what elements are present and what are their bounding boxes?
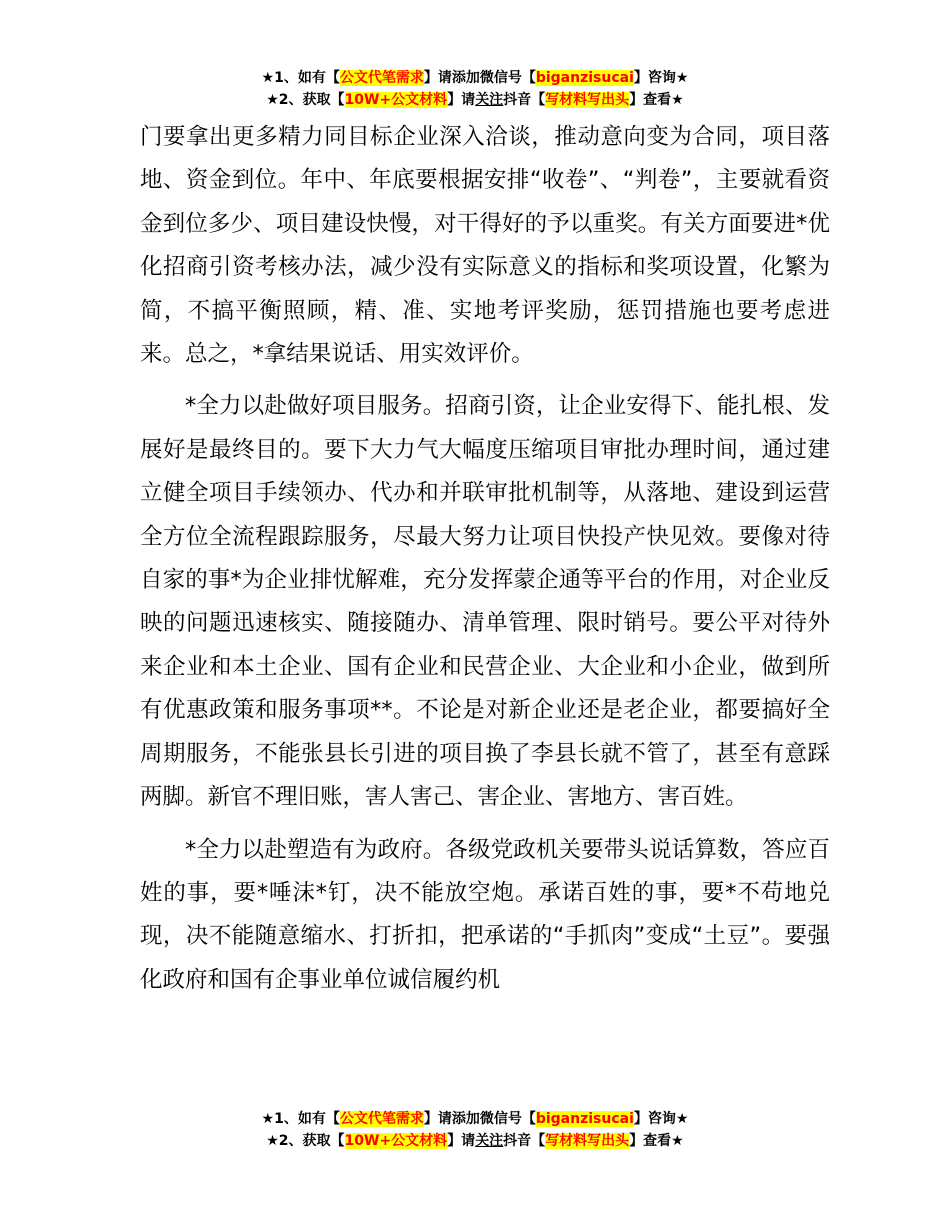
- underlined-follow-text: 关注: [475, 1133, 504, 1149]
- banner-text: 抖音【: [503, 92, 546, 108]
- banner-text: ★2、获取【: [266, 92, 345, 108]
- highlight-douyin-account: 写材料写出头: [545, 92, 630, 108]
- header-banner-line-2: [0, 89, 950, 111]
- underlined-follow-text: 关注: [475, 92, 504, 108]
- banner-text: ★1、如有【: [261, 1111, 340, 1127]
- banner-text: 】请添加微信号【: [423, 70, 536, 86]
- banner-text: 】请: [447, 1133, 476, 1149]
- banner-text: 】查看★: [629, 1133, 684, 1149]
- highlight-wechat-id: biganzisucai: [535, 70, 634, 86]
- highlight-materials-count: 10W+公文材料: [344, 1133, 448, 1149]
- banner-text: 】请添加微信号【: [423, 1111, 536, 1127]
- footer-banner-line-1: [0, 1108, 950, 1130]
- banner-text: ★2、获取【: [266, 1133, 345, 1149]
- body-paragraph-2: *全力以赴做好项目服务。招商引资，让企业安得下、能扎根、发展好是最终目的。要下大力气大幅度压缩项目审批办理时间，通过建立健全项目手续领办、代办和并联审批机制等，从落地、建设到运营全方位全流程跟踪服务，尽最大努力让项目快投产快见效。要像对待自家的事*为企业排忧解难，充分发挥蒙企通等平台的作用，对企业反映的问题迅速核实、随接随办、清单管理、限时销号。要公平对待外来企业和本土企业、国有企业和民营企业、大企业和小企业，做到所有优惠政策和服务事项**。不论是对新企业还是老企业，都要搞好全周期服务，不能张县长引进的项目换了李县长就不管了，甚至有意踩两脚。新官不理旧账，害人害己、害企业、害地方、害百姓。: [140, 393, 830, 811]
- header-banner: [0, 67, 950, 111]
- body-paragraph-3: *全力以赴塑造有为政府。各级党政机关要带头说话算数，答应百姓的事，要*唾沫*钉，决不能放空炮。承诺百姓的事，要*不苟地兑现，决不能随意缩水、打折扣，把承诺的“手抓肉”变成“土豆”。要强化政府和国有企事业单位诚信履约机: [140, 836, 830, 993]
- highlight-ghostwriting-service: 公文代笔需求: [339, 70, 424, 86]
- body-paragraph-1: 门要拿出更多精力同目标企业深入洽谈，推动意向变为合同，项目落地、资金到位。年中、年底要根据安排“收卷”、“判卷”，主要就看资金到位多少、项目建设快慢，对干得好的予以重奖。有关方面要进*优化招商引资考核办法，减少没有实际意义的指标和奖项设置，化繁为简，不搞平衡照顾，精、准、实地考评奖励，惩罚措施也要考虑进来。总之，*拿结果说话、用实效评价。: [140, 124, 830, 368]
- banner-text: 】查看★: [629, 92, 684, 108]
- highlight-douyin-account: 写材料写出头: [545, 1133, 630, 1149]
- highlight-wechat-id: biganzisucai: [535, 1111, 634, 1127]
- header-banner-line-1: [0, 67, 950, 89]
- banner-text: 抖音【: [503, 1133, 546, 1149]
- banner-text: ★1、如有【: [261, 70, 340, 86]
- banner-text: 】咨询★: [633, 1111, 689, 1127]
- document-body: [140, 116, 830, 1002]
- banner-text: 】咨询★: [633, 70, 689, 86]
- highlight-ghostwriting-service: 公文代笔需求: [339, 1111, 424, 1127]
- banner-text: 】请: [447, 92, 476, 108]
- highlight-materials-count: 10W+公文材料: [344, 92, 448, 108]
- footer-banner-line-2: [0, 1130, 950, 1152]
- footer-banner: [0, 1108, 950, 1152]
